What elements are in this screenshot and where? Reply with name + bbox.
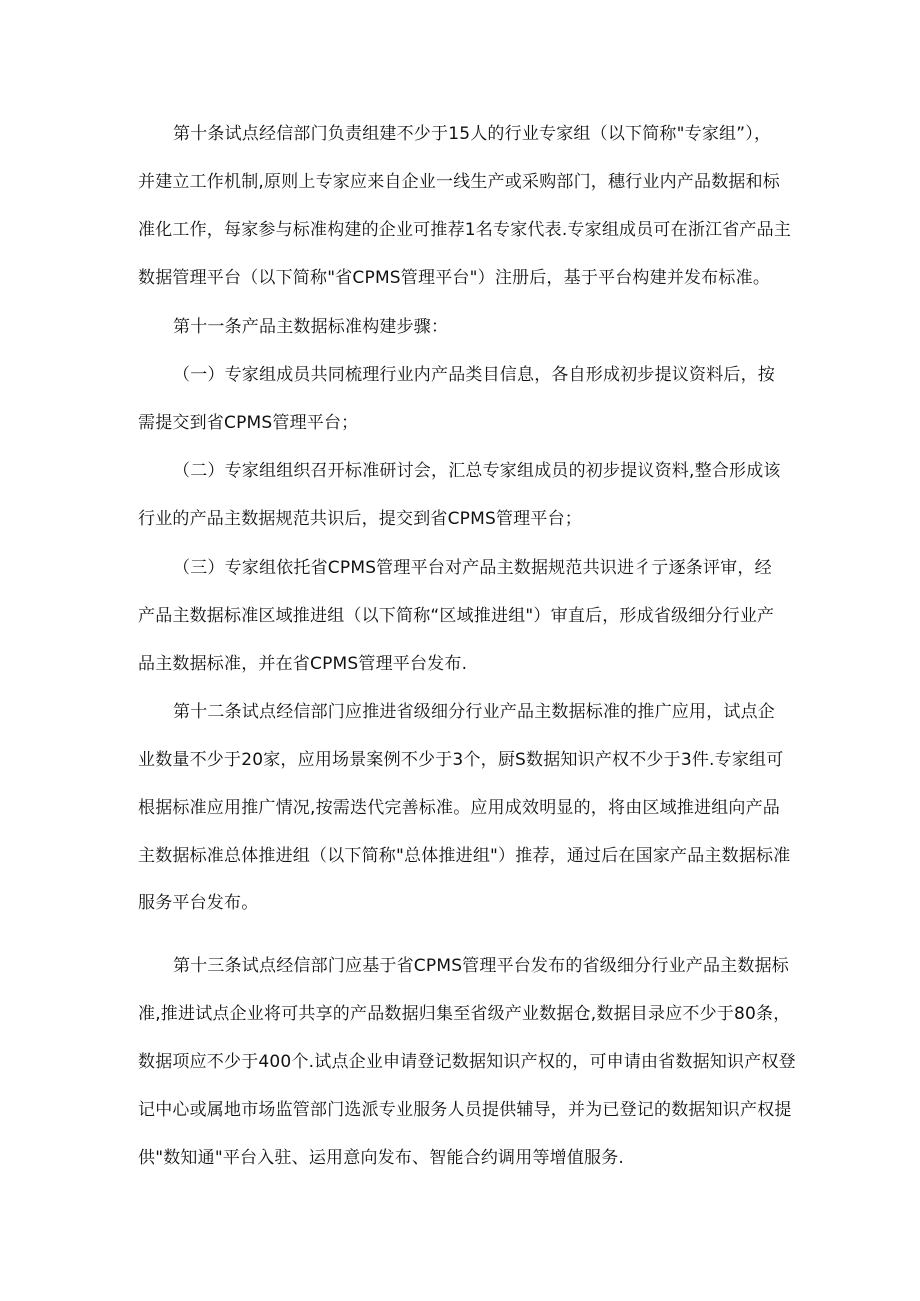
paragraph-line: 第十一条产品主数据标准构建步骤：	[173, 317, 449, 337]
paragraph-line: 准,推进试点企业将可共享的产品数据归集至省级产业数据仓,数据目录应不少于80条，	[138, 1004, 791, 1024]
paragraph-line: 业数量不少于20家，应用场景案例不少于3个，厨S数据知识产权不少于3件.专家组可	[138, 750, 784, 770]
paragraph-line: 需提交到省CPMS管理平台；	[138, 413, 359, 433]
paragraph-line: 供"数知通"平台入驻、运用意向发布、智能合约调用等增值服务.	[138, 1148, 625, 1168]
paragraph-line: 第十二条试点经信部门应推进省级细分行业产品主数据标准的推广应用，试点企	[173, 702, 775, 722]
paragraph-line: 准化工作，每家参与标准构建的企业可推荐1名专家代表.专家组成员可在浙江省产品主	[138, 220, 792, 240]
paragraph-line: 根据标准应用推广情况,按需迭代完善标准。应用成效明显的，将由区域推进组向产品	[138, 798, 781, 818]
paragraph-line: 数据项应不少于400个.试点企业申请登记数据知识产权的，可申请由省数据知识产权登	[138, 1052, 796, 1072]
paragraph-line: 记中心或属地市场监管部门选派专业服务人员提供辅导，并为已登记的数据知识产权提	[138, 1100, 792, 1120]
paragraph-line: 行业的产品主数据规范共识后，提交到省CPMS管理平台；	[138, 509, 582, 529]
paragraph-line: （二）专家组组织召开标准研讨会，汇总专家组成员的初步提议资料,整合形成该	[173, 461, 781, 481]
paragraph-line: （三）专家组依托省CPMS管理平台对产品主数据规范共识进彳亍逐条评审，经	[173, 558, 772, 578]
paragraph-line: 品主数据标准，并在省CPMS管理平台发布.	[138, 654, 468, 674]
paragraph-line: 数据管理平台（以下简称"省CPMS管理平台"）注册后，基于平台构建并发布标准。	[138, 268, 771, 288]
paragraph-line: 并建立工作机制,原则上专家应来自企业一线生产或采购部门，穗行业内产品数据和标	[138, 172, 781, 192]
paragraph-line: 产品主数据标准区域推进组（以下简称“区域推进组"）审直后，形成省级细分行业产	[138, 606, 775, 626]
paragraph-line: 第十三条试点经信部门应基于省CPMS管理平台发布的省级细分行业产品主数据标	[173, 956, 789, 976]
paragraph-line: （一）专家组成员共同梳理行业内产品类目信息，各自形成初步提议资料后，按	[173, 365, 775, 385]
paragraph-line: 第十条试点经信部门负责组建不少于15人的行业专家组（以下简称"专家组”），	[173, 124, 772, 144]
paragraph-line: 主数据标准总体推进组（以下简称"总体推进组"）推荐，通过后在国家产品主数据标准	[138, 846, 791, 866]
paragraph-line: 服务平台发布。	[138, 893, 259, 913]
